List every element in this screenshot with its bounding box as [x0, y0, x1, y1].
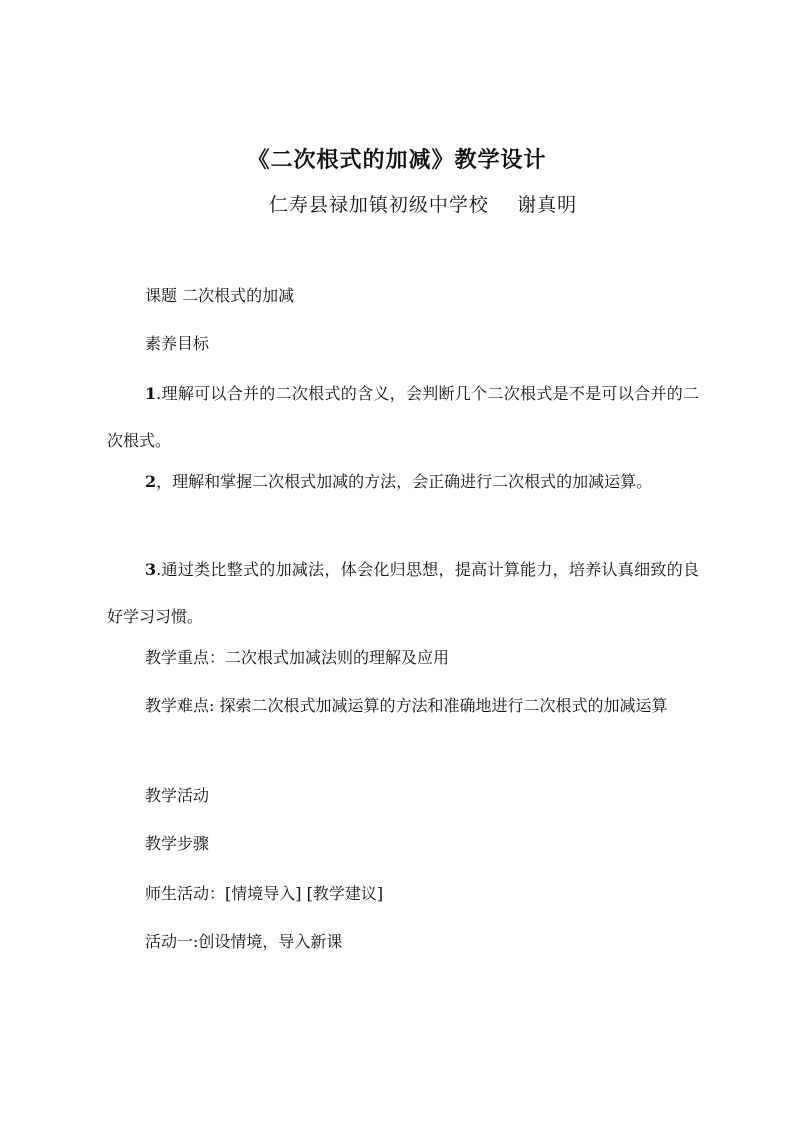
paragraph-text: 师生活动：[情境导入] [教学建议] [145, 884, 384, 903]
paragraph-goals-heading [107, 320, 699, 367]
item-number: 1 [145, 384, 157, 403]
paragraph-goal-2 [107, 458, 699, 505]
paragraph-text: 课题 二次根式的加减 [145, 286, 295, 305]
paragraph-activity-1 [107, 918, 699, 965]
paragraph-text: 教学重点：二次根式加减法则的理解及应用 [145, 648, 450, 667]
paragraph-text: 活动一:创设情境，导入新课 [145, 932, 343, 951]
paragraph-text: 教学步骤 [145, 834, 210, 853]
paragraph-text: .理解可以合并的二次根式的含义，会判断几个二次根式是不是可以合并的二次根式。 [107, 384, 699, 450]
paragraph-teacher-student [107, 870, 699, 917]
paragraph-steps [107, 820, 699, 867]
document-title: 《二次根式的加减》教学设计 [247, 148, 547, 173]
paragraph-text: .通过类比整式的加减法，体会化归思想，提高计算能力，培养认真细致的良好学习习惯。 [107, 560, 699, 626]
paragraph-key-point [107, 634, 699, 681]
paragraph-text: 素养目标 [145, 334, 210, 353]
paragraph-goal-1 [107, 370, 699, 464]
paragraph-topic [107, 272, 699, 319]
paragraph-goal-3 [107, 546, 699, 640]
document-subtitle: 仁寿县禄加镇初级中学校 谢真明 [268, 194, 578, 216]
paragraph-text: 教学难点: 探索二次根式加减运算的方法和准确地进行二次根式的加减运算 [145, 696, 668, 715]
item-number: 3 [145, 560, 157, 579]
paragraph-difficulty [107, 682, 699, 729]
item-number: 2 [145, 472, 157, 491]
paragraph-text: 教学活动 [145, 786, 210, 805]
paragraph-activities [107, 772, 699, 819]
paragraph-text: ，理解和掌握二次根式加减的方法，会正确进行二次根式的加减运算。 [156, 472, 653, 491]
